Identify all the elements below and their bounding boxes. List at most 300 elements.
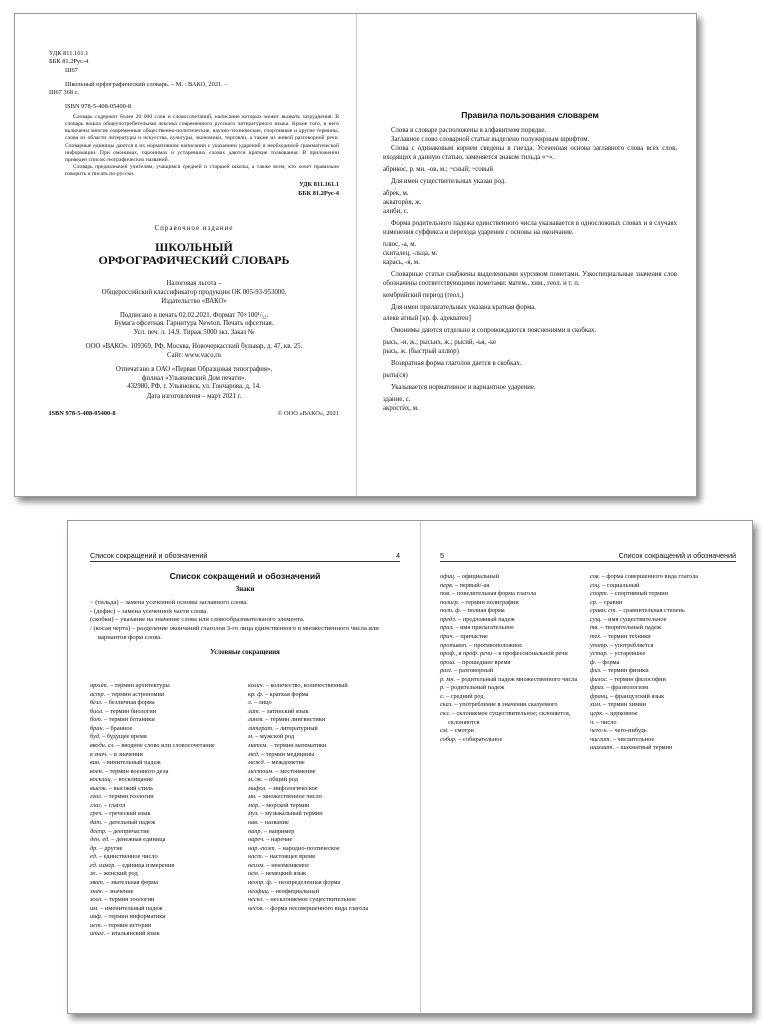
abbr-entry bbox=[440, 633, 582, 642]
running-header-left: Список сокращений и обозначений 4 bbox=[90, 551, 400, 560]
running-header-right: 5 Список сокращений и обозначений bbox=[440, 551, 736, 560]
abbr-term: воен. bbox=[90, 767, 104, 775]
abbr-term: деепр. bbox=[90, 827, 107, 835]
abbr-entry bbox=[90, 733, 240, 742]
abbr-definition: – повелительная форма глагола bbox=[450, 590, 537, 598]
abbr-entry bbox=[440, 684, 582, 693]
abbr-definition: – термин полиграфии bbox=[459, 598, 519, 606]
abbr-definition: – термин ботаники bbox=[102, 716, 155, 724]
section-title: Список сокращений и обозначений bbox=[169, 571, 321, 581]
abbr-entry bbox=[248, 819, 400, 828]
abbr-term: вводн. сл. bbox=[90, 741, 116, 749]
abbr-definition: – неизменяемое bbox=[264, 861, 310, 869]
abbr-entry bbox=[590, 667, 736, 676]
abbr-definition: – термин математики bbox=[267, 741, 327, 749]
abbr-term: употр. bbox=[590, 641, 609, 649]
signs-heading: Знаки bbox=[235, 586, 255, 594]
abbr-term: наст. bbox=[248, 853, 264, 861]
abbr-term: в знач. bbox=[90, 750, 108, 758]
abbr-definition: – собирательное bbox=[456, 735, 503, 743]
abbr-term: предл. bbox=[440, 615, 457, 623]
abbr-entry bbox=[440, 701, 582, 710]
abbr-entry bbox=[440, 642, 582, 651]
abbr-entry bbox=[440, 676, 582, 685]
abbr-term: сказ. bbox=[440, 701, 453, 709]
abbr-entry bbox=[590, 727, 736, 736]
abbr-definition: – чего-нибудь bbox=[608, 727, 647, 735]
book-title-line1: ШКОЛЬНЫЙ bbox=[155, 240, 233, 255]
abbr-entry bbox=[590, 719, 736, 728]
abbr-definition: – термин биологии bbox=[103, 707, 157, 715]
abbr-entry bbox=[248, 845, 400, 854]
abbr-definition: – например bbox=[262, 827, 295, 835]
abbr-term: м. bbox=[248, 733, 254, 741]
edition-type: Справочное издание bbox=[154, 224, 234, 233]
abbr-definition: – народно-поэтическое bbox=[276, 844, 340, 852]
abbr-term: противоп. bbox=[440, 641, 468, 649]
example-entry: абрико́с, р. мн. -ов, м.; ~сный; ~совый bbox=[383, 165, 494, 173]
book-abstract: Словарь содержит более 20 000 слов и словосочетаний, написание которых может вызвать затруднения. В словарь вошла общеупотребительная лексика современного русского литературного языка. Кроме того, в него включены многие современные общественно-политические, научно-технические, спортивные и другие термины, слова из области литературы и искусства, культуры, экономики, торговли, а также из живой разговорной речи. Словарные единицы даются в их нормативном написании с указанием ударений и необходимой грамматической информации. При омонимах, паронимах и устаревших словах даются краткие толкования. В приложении приведен список географических названий. Словарь предназначен учителям, учащимся средней и старшей школы, а также всем, кто хочет правильно говорить и писать по-русски. bbox=[65, 113, 339, 178]
abbr-term: им. bbox=[90, 904, 99, 912]
abbr-entry bbox=[248, 905, 400, 914]
abbr-definition: – средний род bbox=[444, 692, 484, 700]
abbr-definition: – термин архитектуры bbox=[108, 682, 170, 689]
abbr-entry bbox=[440, 650, 582, 659]
abbr-definition: – термин лингвистики bbox=[263, 716, 326, 724]
abbr-definition: – смотри bbox=[448, 727, 474, 735]
abbr-term: тв. bbox=[590, 624, 599, 632]
abbr-term: межд. bbox=[248, 759, 266, 767]
abbr-definition: – спортивный термин bbox=[608, 590, 668, 598]
abbr-entry bbox=[440, 573, 582, 582]
abbr-definition: – склоняемое существительное; склоняется, склоняются bbox=[448, 710, 571, 726]
abbr-entry bbox=[590, 693, 736, 702]
abbr-definition: – общий род bbox=[262, 776, 298, 784]
abbr-term: матем. bbox=[248, 741, 268, 749]
abbr-term: нареч. bbox=[248, 836, 265, 844]
abbr-definition: – другие bbox=[97, 844, 123, 852]
abbr-term: ед. измер. bbox=[90, 861, 116, 869]
abbr-term: лат. bbox=[248, 707, 261, 715]
abbr-term: разг. bbox=[440, 667, 453, 675]
abbr-definition: – причастие bbox=[454, 632, 488, 640]
abbr-entry bbox=[440, 616, 582, 625]
abbr-definition: – употребление в значении сказуемого bbox=[452, 701, 558, 709]
abbr-entry bbox=[590, 590, 736, 599]
abbr-definition: – родительный падеж множественного числа bbox=[455, 675, 578, 683]
abbr-entry bbox=[248, 725, 400, 734]
codes-right: УДК 811.161.1 ББК 81.2Рус-4 bbox=[298, 181, 339, 197]
abbr-entry bbox=[248, 879, 400, 888]
abbr-definition: – термин военного дела bbox=[103, 767, 169, 775]
abbr-entry bbox=[440, 736, 582, 745]
abbr-term: мн. bbox=[248, 793, 257, 801]
abbr-term: тех. bbox=[590, 632, 602, 640]
abbr-term: фраз. bbox=[590, 684, 605, 692]
abbr-entry bbox=[90, 888, 240, 897]
abbr-definition: – местоимение bbox=[273, 767, 316, 775]
abbr-term: офиц. bbox=[440, 573, 456, 580]
abbr-column bbox=[590, 573, 736, 753]
abbr-entry bbox=[90, 759, 240, 768]
abbr-term: местоим. bbox=[248, 767, 274, 775]
example-entry: кембри́йский пери́од (геол.) bbox=[383, 291, 464, 299]
abbr-term: геол. bbox=[90, 793, 103, 801]
abbr-definition: – полная форма bbox=[461, 607, 505, 615]
abbr-definition: – единица измерения bbox=[115, 861, 175, 869]
abbr-entry bbox=[440, 624, 582, 633]
abbr-definition: – количество, количественный bbox=[264, 682, 348, 689]
abbr-entry bbox=[590, 642, 736, 651]
abbr-definition: – итальянский язык bbox=[105, 930, 160, 938]
abbr-definition: – творительный падеж bbox=[598, 624, 662, 632]
abbr-entry bbox=[248, 776, 400, 785]
abbr-term: ср. bbox=[590, 598, 598, 606]
abbr-term: вин. bbox=[90, 759, 101, 767]
abbr-entry bbox=[90, 896, 240, 905]
abbr-definition: – немецкий язык bbox=[259, 870, 307, 878]
abbr-entry bbox=[440, 727, 582, 736]
rules-page bbox=[383, 110, 677, 417]
abbr-term: несов. bbox=[248, 904, 264, 912]
abbr-entry bbox=[90, 682, 240, 691]
abbr-entry bbox=[440, 667, 582, 676]
abbr-definition: – дательный падеж bbox=[102, 819, 156, 826]
abbr-term: р. bbox=[440, 684, 445, 692]
abbr-column bbox=[440, 573, 582, 744]
abbr-definition: – фразеологизм bbox=[604, 684, 649, 692]
abbr-term: устар. bbox=[590, 650, 609, 658]
signs-list: ~ (тильда) – замена усеченной основы заглавного слова. - (дефис) – замена усеченной части слова. (скобки) – указание на значение слова или словообразовательного элемента. / (косая черта) – разделение окончаний глаголов 3-го лица единственного и множественного числа или вариантов форм слова. bbox=[90, 599, 379, 641]
abbr-term: чего-н. bbox=[590, 727, 609, 735]
abbr-entry bbox=[440, 710, 582, 727]
abbr-entry bbox=[590, 633, 736, 642]
abbr-term: полигр. bbox=[440, 598, 460, 606]
abbr-entry bbox=[248, 862, 400, 871]
abbr-term: восклиц. bbox=[90, 776, 113, 784]
abbr-entry bbox=[590, 736, 736, 745]
abbr-term: прил. bbox=[440, 624, 454, 632]
abbr-entry bbox=[90, 836, 240, 845]
abbr-definition: – первый/-ая bbox=[453, 581, 490, 589]
publisher-address: ООО «ВАКО». 109369, РФ, Москва, Новочеркасский бульвар, д. 47, кв. 25. Сайт: www.vaco.ru bbox=[85, 343, 303, 359]
tax-imprint: Налоговая льгота – Общероссийский классификатор продукции ОК 005-93-953000. Издательство «ВАКО» bbox=[101, 280, 287, 305]
abbr-term: ед. bbox=[90, 853, 98, 861]
abbr-entry bbox=[90, 699, 240, 708]
abbr-definition: – число bbox=[594, 718, 617, 726]
abbr-entry bbox=[248, 751, 400, 760]
abbr-entry bbox=[90, 742, 240, 751]
rules-title: Правила пользования словарем bbox=[461, 110, 599, 120]
abbr-definition: – значение bbox=[103, 887, 134, 895]
example-entry: плюс, -а, м. скита́лец, -льца, м. кара́сь, -я́, м. bbox=[383, 240, 438, 266]
abbr-term: мор. bbox=[248, 801, 260, 809]
abbr-definition: – шахматный термин bbox=[614, 744, 673, 752]
abbr-definition: – денежная единица bbox=[109, 836, 166, 844]
example-entry: зда́ние, с. акро́стѝх, м. bbox=[383, 396, 419, 413]
abbr-entry bbox=[90, 716, 240, 725]
footer-row bbox=[49, 410, 339, 420]
abbr-term: знач. bbox=[90, 887, 104, 895]
abbr-definition: – настоящее время bbox=[263, 853, 315, 861]
abbr-entry bbox=[248, 802, 400, 811]
abbr-entry bbox=[440, 659, 582, 668]
abbr-definition: – термин истории bbox=[102, 921, 152, 929]
abbr-term: собир. bbox=[440, 735, 457, 743]
abbr-term: буд. bbox=[90, 733, 101, 741]
abbr-definition: – противоположное bbox=[467, 641, 523, 649]
abbr-definition: – родительный падеж bbox=[444, 684, 505, 692]
abbr-entry bbox=[90, 691, 240, 700]
abbr-entry bbox=[90, 913, 240, 922]
abbr-definition: – термин химии bbox=[601, 701, 646, 709]
abbr-definition: – именительный падеж bbox=[98, 904, 163, 912]
abbr-term: сов. bbox=[590, 573, 601, 580]
abbr-term: шахмат. bbox=[590, 744, 615, 752]
abbr-definition: – термин техники bbox=[601, 632, 651, 640]
abbr-definition: – краткая форма bbox=[263, 690, 309, 698]
abbr-term: нескл. bbox=[248, 896, 265, 904]
abbr-definition: – официальный bbox=[455, 573, 499, 580]
abbr-term: колич. bbox=[248, 682, 265, 689]
abbr-entry bbox=[590, 599, 736, 608]
abbr-entry bbox=[248, 691, 400, 700]
abbr-entry bbox=[90, 853, 240, 862]
abbr-entry bbox=[590, 744, 736, 753]
abbr-entry bbox=[248, 768, 400, 777]
abbr-term: кр. ф. bbox=[248, 690, 264, 698]
abbr-entry bbox=[90, 802, 240, 811]
abbr-column bbox=[90, 682, 240, 939]
abbr-entry bbox=[90, 862, 240, 871]
abbr-entry bbox=[90, 870, 240, 879]
abbr-term: безл. bbox=[90, 699, 103, 707]
abbr-definition: – прошедшее время bbox=[455, 658, 511, 666]
abbr-definition: – глагол bbox=[102, 801, 126, 809]
abbr-definition: – термин зоологии bbox=[102, 896, 155, 904]
abbr-term: архит. bbox=[90, 682, 109, 689]
abbr-term: нав. bbox=[248, 819, 259, 826]
example-entry: рысь, -и, ж.; рысьих, ж.; ры́сий, -ья, -ье рысь, ж. (быстрый аллюр) bbox=[383, 339, 497, 356]
spread-fold bbox=[356, 14, 357, 496]
abbr-page-left bbox=[90, 571, 400, 661]
abbr-term: р. мн. bbox=[440, 675, 456, 683]
abbr-term: ч. bbox=[590, 718, 595, 726]
printer-info: Отпечатано в ОАО «Первая Образцовая типография», филиал «Ульяновский Дом печати». 432980, РФ, г. Ульяновск, ул. Гончарова, д. 14. bbox=[115, 365, 273, 391]
abbr-entry bbox=[248, 742, 400, 751]
abbr-term: мифол. bbox=[248, 784, 267, 792]
abbr-definition: – звательная форма bbox=[104, 878, 159, 886]
abbr-entry bbox=[590, 684, 736, 693]
abbr-term: бот. bbox=[90, 716, 103, 724]
abbr-definition: – литературный bbox=[273, 724, 318, 732]
abbr-term: литерат. bbox=[248, 724, 274, 732]
abbr-definition: – церковное bbox=[603, 710, 638, 717]
abbr-entry bbox=[248, 870, 400, 879]
abbr-definition: – употребляется bbox=[608, 641, 654, 649]
abbr-term: глаг. bbox=[90, 801, 103, 809]
abbr-term: франц. bbox=[590, 692, 609, 700]
abbr-term: ист. bbox=[90, 921, 103, 929]
abbr-entry bbox=[590, 573, 736, 582]
abbr-definition: – неопределенная форма bbox=[272, 878, 341, 886]
abbr-definition: – имя прилагательное bbox=[453, 624, 514, 632]
abbr-entry bbox=[248, 896, 400, 905]
abbr-definition: – термин информатики bbox=[102, 913, 166, 921]
abbr-definition: – в значении bbox=[107, 750, 143, 758]
abbr-definition: – разговорный bbox=[452, 667, 494, 675]
isbn-bottom: ISBN 978-5-408-05400-8 bbox=[49, 410, 116, 418]
abbr-entry bbox=[248, 888, 400, 897]
abbr-term: прош. bbox=[440, 658, 456, 666]
abbr-entry bbox=[440, 599, 582, 608]
abbr-definition: – неофициальный bbox=[269, 887, 319, 895]
abbr-entry bbox=[248, 733, 400, 742]
abbr-term: инф. bbox=[90, 913, 103, 921]
abbr-entry bbox=[248, 716, 400, 725]
abbr-entry bbox=[248, 682, 400, 691]
abbr-term: неизм. bbox=[248, 861, 265, 869]
abbr-term: итал. bbox=[90, 930, 106, 938]
abbr-term: бран. bbox=[90, 724, 105, 732]
classification-codes: УДК 811.161.1 ББК 81.2Рус-4 Ш67 bbox=[49, 50, 89, 74]
abbr-term: муз. bbox=[248, 810, 259, 818]
abbr-definition: – восклицание bbox=[112, 776, 153, 784]
page-number: 4 bbox=[396, 551, 400, 560]
abbr-definition: – деепричастие bbox=[106, 827, 150, 835]
abbr-definition: – наречие bbox=[264, 836, 293, 844]
abbr-definition: – междометие bbox=[265, 759, 305, 767]
abbr-definition: – термин астрономии bbox=[105, 690, 165, 698]
page-number: 5 bbox=[440, 551, 444, 560]
abbr-term: напр. bbox=[248, 827, 263, 835]
abbr-term: полн. ф. bbox=[440, 607, 462, 615]
abbr-term: числит. bbox=[590, 735, 612, 743]
abbr-definition: – термин медицины bbox=[259, 750, 315, 758]
abbr-entry bbox=[590, 701, 736, 710]
abbr-definition: – форма совершенного вида глагола bbox=[600, 573, 699, 580]
abbr-entry bbox=[90, 828, 240, 837]
abbr-definition: – название bbox=[258, 819, 289, 826]
print-specs: Подписано в печать 02.02.2021. Формат 70×100¹/₃₂. Бумага офсетная. Гарнитура Newton. Печать офсетная. Усл. печ. л. 14,9. Тираж 5000 экз. Заказ № bbox=[114, 311, 274, 337]
abbr-entry bbox=[90, 793, 240, 802]
bibliographic-record: Школьный орфографический словарь. – М. : ВАКО, 2021. – Ш67 368 с. bbox=[49, 80, 228, 97]
book-title-line2: ОРФОГРАФИЧЕСКИЙ СЛОВАРЬ bbox=[98, 253, 290, 268]
abbr-definition: – сравни bbox=[597, 598, 623, 606]
abbr-definition: – социальный bbox=[600, 581, 640, 589]
abbr-term: скл. bbox=[440, 710, 451, 717]
abbr-term: церк. bbox=[590, 710, 604, 717]
spread-fold bbox=[420, 521, 421, 1013]
abbr-term: перв. bbox=[440, 581, 454, 589]
abbr-entry bbox=[90, 725, 240, 734]
abbr-definition: – вводное слово или словосочетание bbox=[115, 741, 215, 749]
abbr-entry bbox=[248, 810, 400, 819]
abbr-entry bbox=[248, 699, 400, 708]
abbr-entry bbox=[590, 659, 736, 668]
abbr-term: др. bbox=[90, 844, 98, 852]
abbr-term: нем. bbox=[248, 870, 260, 878]
abbr-definition: – мужской род bbox=[253, 733, 295, 741]
abbr-entry bbox=[248, 793, 400, 802]
abbr-term: биол. bbox=[90, 707, 104, 715]
production-date: Дата изготовления – март 2021 г. bbox=[146, 393, 242, 401]
abbr-entry bbox=[90, 922, 240, 931]
abbr-definition: – французский язык bbox=[608, 692, 665, 700]
abbr-definition: – будущее время bbox=[100, 733, 147, 741]
abbr-definition: – греческий язык bbox=[102, 810, 151, 818]
abbr-definition: – латинский язык bbox=[260, 707, 309, 715]
abbr-term: лингв. bbox=[248, 716, 264, 724]
abbr-definition: – множественное число bbox=[256, 793, 322, 801]
abbr-term: соц. bbox=[590, 581, 601, 589]
abbr-term: ден. ед. bbox=[90, 836, 110, 844]
abbr-definition: – сравнительная степень bbox=[617, 607, 685, 615]
abbr-definition: – мифологическое bbox=[266, 784, 318, 792]
abbr-entry bbox=[590, 607, 736, 616]
abbr-entry bbox=[248, 785, 400, 794]
example-entry: абре́к, м. акваторѝя, ж. а́либи, с. bbox=[383, 189, 422, 215]
abbr-definition: – в профессиональной речи bbox=[492, 650, 568, 658]
abbr-term: прич. bbox=[440, 632, 455, 640]
abbr-entry bbox=[90, 708, 240, 717]
abbr-definition: – лицо bbox=[252, 699, 272, 707]
abbr-term: нар.-поэт. bbox=[248, 844, 277, 852]
abbr-definition: – морской термин bbox=[259, 801, 310, 809]
abbr-term: греч. bbox=[90, 810, 103, 818]
abbr-entry bbox=[590, 624, 736, 633]
abbr-column bbox=[248, 682, 400, 913]
abbr-term: высок. bbox=[90, 784, 108, 792]
abbr-entry bbox=[90, 751, 240, 760]
example-entry: рыть(ся) bbox=[383, 372, 408, 380]
abbr-term: мед. bbox=[248, 750, 260, 758]
abbr-definition: – форма несовершенного вида глагола bbox=[263, 904, 369, 912]
abbr-definition: – термин физики bbox=[601, 667, 649, 675]
abbr-term: пов. bbox=[440, 590, 451, 598]
book-spread-title-pages bbox=[14, 13, 697, 497]
abbr-entry bbox=[90, 810, 240, 819]
abbr-term: филос. bbox=[590, 675, 608, 683]
abbr-entry bbox=[440, 582, 582, 591]
abbr-entry bbox=[248, 828, 400, 837]
copyright: © ООО «ВАКО», 2021 bbox=[277, 410, 339, 418]
abbr-term: проф., в проф. речи bbox=[440, 650, 493, 658]
abbr-entry bbox=[90, 845, 240, 854]
abbr-term: неопр. ф. bbox=[248, 878, 273, 886]
abbr-entry bbox=[90, 776, 240, 785]
abbr-term: спорт. bbox=[590, 590, 609, 598]
abbr-entry bbox=[440, 607, 582, 616]
abbr-definition: – термин философии bbox=[607, 675, 666, 683]
abbr-entry bbox=[90, 879, 240, 888]
abbr-definition: – имя существительное bbox=[601, 615, 667, 623]
abbr-entry bbox=[90, 785, 240, 794]
abbr-term: см. bbox=[440, 727, 449, 735]
abbr-entry bbox=[90, 930, 240, 939]
abbr-entry bbox=[248, 853, 400, 862]
abbr-definition: – музыкальный термин bbox=[258, 810, 323, 818]
abbr-definition: – винительный падеж bbox=[100, 759, 161, 767]
abbr-definition: – женский род bbox=[97, 870, 138, 878]
abbr-term: ж. bbox=[90, 870, 98, 878]
example-entry: алекв а́тный [кр. ф. адеква́тен] bbox=[383, 315, 471, 323]
abbr-definition: – предложный падеж bbox=[456, 615, 515, 623]
abbr-term: дат. bbox=[90, 819, 103, 826]
abbr-entry bbox=[90, 768, 240, 777]
abbr-term: зоол. bbox=[90, 896, 103, 904]
rules-body: Слова в словаре расположены в алфавитном порядке. Заглавное слово словарной статьи выделено полужирным шрифтом. Слова с одинаковым корнем сведены в гнезда. Усеченная основа заглавного слова всех слов, входящих в данную статью, заменяется знаком тильда «~». абрико́с, р. мн. -ов, м.; ~сный; ~совый Для имен существительных указан род. абре́к, м. акваторѝя, ж. а́либи, с. Форма родительного падежа единственного числа указывается в односложных словах и в случаях изменения суффикса и перехода ударения с основы на окончание. плюс, -а, м. скита́лец, -льца, м. кара́сь, -я́, м. Словарные статьи снабжены выделенными курсивом пометами. Узкоспециальные значения слов обозначены соответствующими пометами: матем., хим., геол. и т. п. кембри́йский пери́од (геол.) Для имен прилагательных указана краткая форма. алекв а́тный [кр. ф. адеква́тен] Омонимы даются отдельно и сопровождаются пояснениями в скобках. рысь, -и, ж.; рысьих, ж.; ры́сий, -ья, -ье рысь, ж. (быстрый аллюр) Возвратная форма глаголов дается в скобках. рыть(ся) Указывается нормативное и вариантное ударение. зда́ние, с. акро́стѝх, м. bbox=[383, 127, 677, 413]
